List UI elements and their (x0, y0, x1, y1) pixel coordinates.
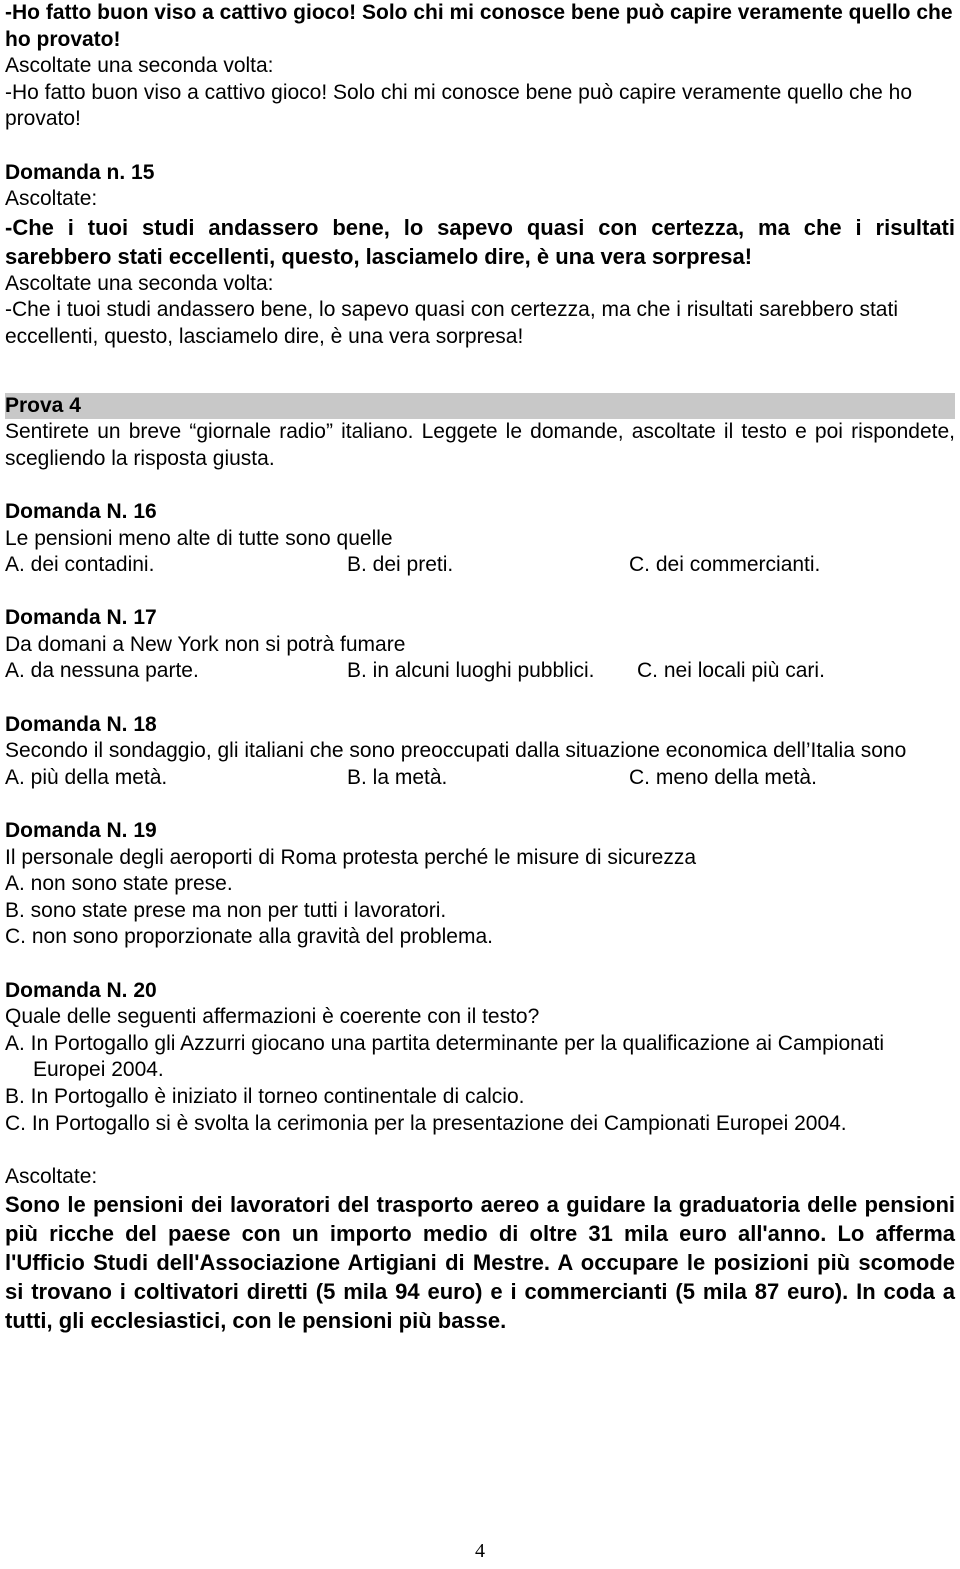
top-bold-line: -Ho fatto buon viso a cattivo gioco! Solo chi mi conosce bene può capire veramente quello che ho provato! (5, 1, 953, 51)
q17-title: Domanda N. 17 (5, 606, 157, 630)
q17-option-b: B. in alcuni luoghi pubblici. (347, 659, 595, 683)
spacer (5, 133, 955, 160)
top-repeat-text: -Ho fatto buon viso a cattivo gioco! Solo chi mi conosce bene può capire veramente quello che ho provato! (5, 80, 913, 131)
document-page (5, 0, 955, 1335)
q18-option-b: B. la metà. (347, 765, 448, 789)
q16-option-a: A. dei contadini. (5, 553, 155, 577)
q20-title: Domanda N. 20 (5, 978, 157, 1002)
q18-options (5, 765, 955, 792)
top-repeat-label: Ascoltate una seconda volta: (5, 54, 274, 78)
q20-option-b: B. In Portogallo è iniziato il torneo continentale di calcio. (5, 1084, 525, 1108)
q20-question: Quale delle seguenti affermazioni è coerente con il testo? (5, 1005, 540, 1029)
q18-question: Secondo il sondaggio, gli italiani che sono preoccupati dalla situazione economica dell’Italia sono (5, 739, 907, 763)
q19-option-a: A. non sono state prese. (5, 872, 233, 896)
q17-option-a: A. da nessuna parte. (5, 659, 199, 683)
q15-title: Domanda n. 15 (5, 160, 155, 184)
prova-instructions: Sentirete un breve “giornale radio” italiano. Leggete le domande, ascoltate il testo e poi rispondete, scegliendo la risposta giusta. (5, 420, 955, 470)
page-number: 4 (475, 1540, 485, 1562)
q19-question: Il personale degli aeroporti di Roma protesta perché le misure di sicurezza (5, 845, 697, 869)
q15-repeat-label: Ascoltate una seconda volta: (5, 271, 274, 295)
spacer (5, 791, 955, 818)
spacer (5, 685, 955, 712)
q19-title: Domanda N. 19 (5, 819, 157, 843)
spacer (5, 579, 955, 606)
q17-option-c: C. nei locali più cari. (637, 659, 825, 683)
q19-option-b: B. sono state prese ma non per tutti i lavoratori. (5, 898, 447, 922)
q18-option-c: C. meno della metà. (629, 765, 817, 789)
q16-options (5, 552, 955, 579)
q16-title: Domanda N. 16 (5, 499, 157, 523)
spacer (5, 351, 955, 378)
q16-option-c: C. dei commercianti. (629, 553, 821, 577)
listening-label: Ascoltate: (5, 1164, 98, 1188)
q19-option-c: C. non sono proporzionate alla gravità del problema. (5, 925, 493, 949)
spacer (5, 472, 955, 499)
q16-option-b: B. dei preti. (347, 553, 454, 577)
q15-bold-text: -Che i tuoi studi andassero bene, lo sapevo quasi con certezza, ma che i risultati sarebbero stati eccellenti, questo, lasciamelo dire, è una vera sorpresa! (5, 214, 955, 269)
q18-option-a: A. più della metà. (5, 765, 168, 789)
listening-text: Sono le pensioni dei lavoratori del trasporto aereo a guidare la graduatoria delle pensioni più ricche del paese con un importo medio di oltre 31 mila euro all'anno. Lo afferma l'Ufficio Studi dell'Associazione Artigiani di Mestre. A occupare le posizioni più scomode si trovano i coltivatori diretti (5 mila 94 euro) e i commercianti (5 mila 87 euro). In coda a tutti, gli ecclesiastici, con le pensioni più basse. (5, 1192, 955, 1334)
spacer (5, 1137, 955, 1164)
q20-option-a: A. In Portogallo gli Azzurri giocano una partita determinante per la qualificazione ai Campionati Europei 2004. (5, 1031, 885, 1082)
q18-title: Domanda N. 18 (5, 712, 157, 736)
spacer (5, 377, 955, 393)
q20-option-c: C. In Portogallo si è svolta la cerimonia per la presentazione dei Campionati Europei 2004. (5, 1111, 847, 1135)
q15-repeat-text: -Che i tuoi studi andassero bene, lo sapevo quasi con certezza, ma che i risultati sarebbero stati eccellenti, questo, lasciamelo dire, è una vera sorpresa! (5, 298, 898, 348)
q17-question: Da domani a New York non si potrà fumare (5, 632, 406, 656)
q17-options (5, 658, 955, 685)
q15-listen-label: Ascoltate: (5, 187, 98, 211)
q16-question: Le pensioni meno alte di tutte sono quelle (5, 526, 393, 550)
spacer (5, 951, 955, 978)
prova-heading: Prova 4 (5, 393, 955, 419)
